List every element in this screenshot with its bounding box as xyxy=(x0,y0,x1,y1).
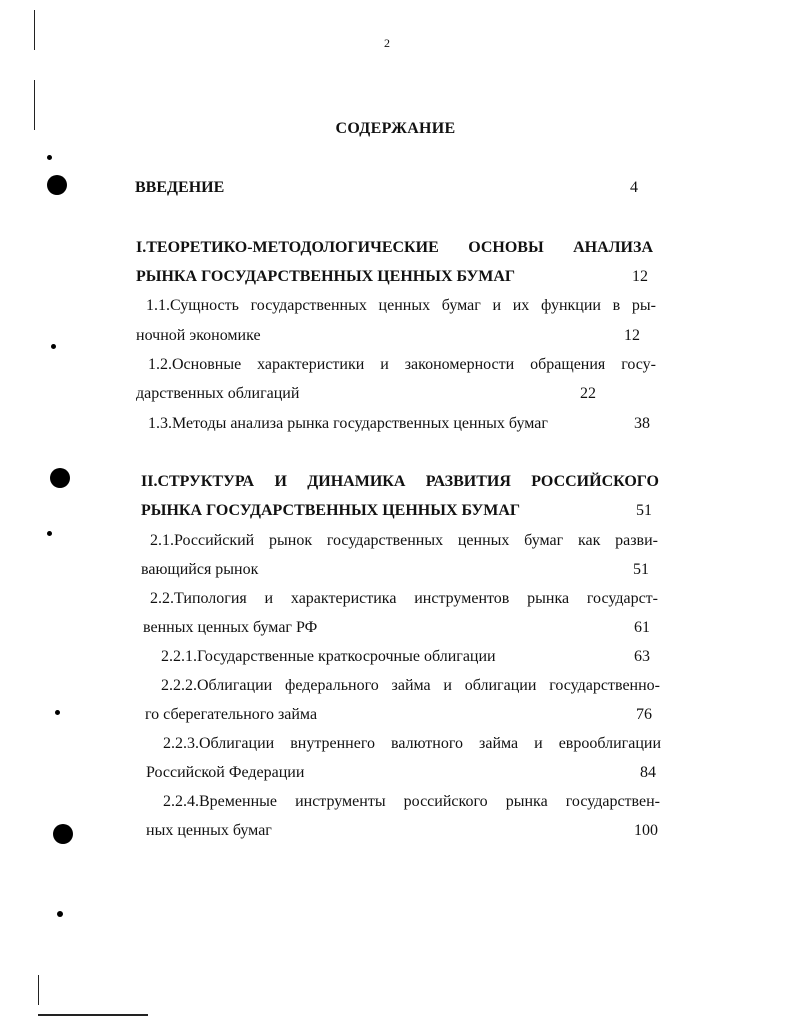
page-title: СОДЕРЖАНИЕ xyxy=(335,120,456,137)
speck xyxy=(47,531,52,536)
toc-section-2-2-3-line2: Российской Федерации xyxy=(146,764,305,781)
toc-page-2-2-4: 100 xyxy=(634,822,658,839)
toc-page-2-2-2: 76 xyxy=(636,706,652,723)
toc-page-2-1: 51 xyxy=(633,561,649,578)
toc-page-ch2: 51 xyxy=(636,502,652,519)
toc-section-2-2-2-line1: 2.2.2.Облигации федерального займа и облигации государственно- xyxy=(161,677,660,694)
toc-page-ch1: 12 xyxy=(632,268,648,285)
speck xyxy=(51,344,56,349)
toc-section-2-1-line2: вающийся рынок xyxy=(141,561,259,578)
toc-page-2-2-3: 84 xyxy=(640,764,656,781)
toc-page-2-2-1: 63 xyxy=(634,648,650,665)
scan-edge-line xyxy=(34,10,35,50)
toc-section-2-2-3-line1: 2.2.3.Облигации внутреннего валютного займа и еврооблигации xyxy=(163,735,661,752)
toc-section-2-2-line2: венных ценных бумаг РФ xyxy=(143,619,318,636)
toc-section-2-2-4-line1: 2.2.4.Временные инструменты российского рынка государствен- xyxy=(163,793,660,810)
scan-edge-line xyxy=(38,975,39,1005)
toc-section-1-1-line2: ночной экономике xyxy=(136,327,261,344)
binder-hole xyxy=(50,468,70,488)
toc-chapter-2-line2: РЫНКА ГОСУДАРСТВЕННЫХ ЦЕННЫХ БУМАГ xyxy=(141,502,521,519)
binder-hole xyxy=(53,824,73,844)
scan-edge-line xyxy=(38,1014,148,1016)
toc-page-1-2: 22 xyxy=(580,385,596,402)
binder-hole xyxy=(47,175,67,195)
speck xyxy=(57,911,63,917)
toc-section-1-3: 1.3.Методы анализа рынка государственных ценных бумаг xyxy=(148,415,548,432)
speck xyxy=(55,710,60,715)
toc-page-1-1: 12 xyxy=(624,327,640,344)
toc-chapter-2-line1: II.СТРУКТУРА И ДИНАМИКА РАЗВИТИЯ РОССИЙСКОГО xyxy=(141,473,659,490)
toc-page-intro: 4 xyxy=(630,179,638,196)
toc-page-1-3: 38 xyxy=(634,415,650,432)
speck xyxy=(47,155,52,160)
toc-section-2-2-1: 2.2.1.Государственные краткосрочные облигации xyxy=(161,648,496,665)
toc-section-1-2-line2: дарственных облигаций xyxy=(136,385,300,402)
toc-entry-intro: ВВЕДЕНИЕ xyxy=(135,179,225,196)
toc-section-2-2-4-line2: ных ценных бумаг xyxy=(146,822,272,839)
toc-section-1-1-line1: 1.1.Сущность государственных ценных бумаг и их функции в ры- xyxy=(146,297,656,314)
toc-section-2-1-line1: 2.1.Российский рынок государственных ценных бумаг как разви- xyxy=(150,532,658,549)
toc-section-2-2-line1: 2.2.Типология и характеристика инструментов рынка государст- xyxy=(150,590,658,607)
toc-section-2-2-2-line2: го сберегательного займа xyxy=(145,706,318,723)
toc-page-2-2: 61 xyxy=(634,619,650,636)
toc-chapter-1-line2: РЫНКА ГОСУДАРСТВЕННЫХ ЦЕННЫХ БУМАГ xyxy=(136,268,516,285)
toc-section-1-2-line1: 1.2.Основные характеристики и закономерности обращения госу- xyxy=(148,356,656,373)
page-number: 2 xyxy=(384,36,390,50)
toc-chapter-1-line1: I.ТЕОРЕТИКО-МЕТОДОЛОГИЧЕСКИЕ ОСНОВЫ АНАЛИЗА xyxy=(136,239,653,256)
